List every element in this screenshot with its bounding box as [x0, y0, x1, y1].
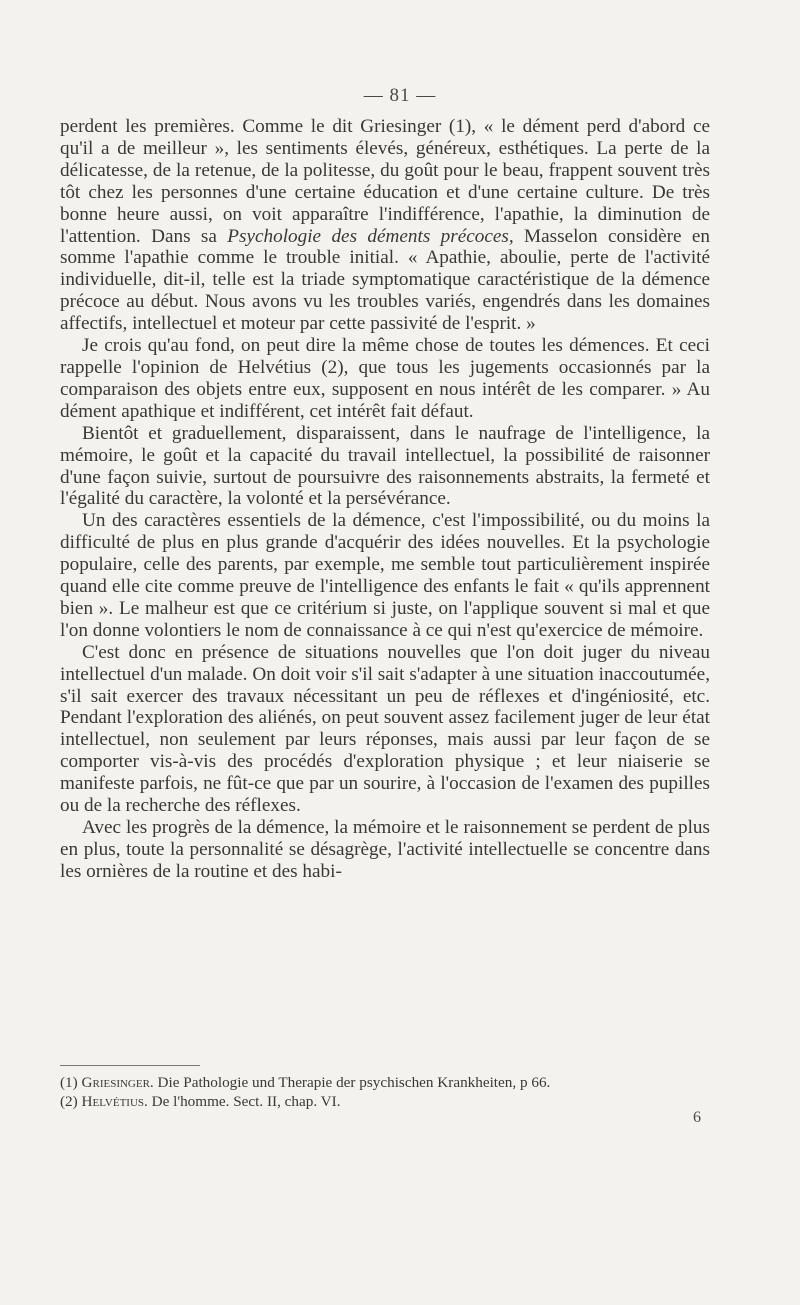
signature-mark: 6 — [693, 1109, 701, 1126]
footnote-marker: (1) — [60, 1074, 78, 1091]
paragraph: Avec les progrès de la démence, la mémoire et le raisonnement se perdent de plus en plus, toute la personnalité se désagrège, l'activité intellectuelle se concentre dans les ornières de la routine et des habi- — [60, 817, 710, 882]
paragraph: C'est donc en présence de situations nouvelles que l'on doit juger du niveau intellectuel d'un malade. On doit voir s'il sait s'adapter à une situation inaccoutumée, s'il sait exercer des travaux nécessitant un peu de réflexes et d'ingéniosité, etc. Pendant l'exploration des aliénés, on peut souvent assez facilement juger de leur état intellectuel, non seulement par leurs réponses, mais aussi par leur façon de se comporter vis-à-vis des procédés d'exploration physique ; et leur niaiserie se manifeste parfois, ne fût-ce que par un sourire, à l'occasion de l'examen des pupilles ou de la recherche des réflexes. — [60, 641, 710, 817]
footnote — [60, 1092, 710, 1111]
paragraph: Je crois qu'au fond, on peut dire la même chose de toutes les démences. Et ceci rappelle l'opinion de Helvétius (2), que tous les jugements occasionnés par la comparaison des objets entre eux, supposent en nous intérêt de les comparer. » Au dément apathique et indifférent, cet intérêt fait défaut. — [60, 335, 710, 422]
footnote-text: Die Pathologie und Therapie der psychischen Krankheiten, p 66. — [153, 1074, 551, 1091]
paragraph: Un des caractères essentiels de la démence, c'est l'impossibilité, ou du moins la difficulté de plus en plus grande d'acquérir des idées nouvelles. Et la psychologie populaire, celle des parents, par exemple, me semble tout particulièrement inspirée quand elle cite comme preuve de l'intelligence des enfants le fait « qu'ils apprennent bien ». Le malheur est que ce critérium si juste, on l'applique souvent si mal et que l'on donne volontiers le nom de connaissance à ce qui n'est qu'exercice de mémoire. — [60, 510, 710, 641]
footnote-text: De l'homme. Sect. II, chap. VI. — [147, 1093, 341, 1110]
footnote-author: Griesinger. — [81, 1074, 154, 1091]
book-title: Psychologie des déments précoces, — [227, 225, 514, 247]
footnote-divider — [60, 1065, 200, 1066]
paragraph: perdent les premières. Comme le dit Griesinger (1), « le dément perd d'abord ce qu'il a de meilleur », les sentiments élevés, généreux, esthétiques. La perte de la délicatesse, de la retenue, de la politesse, du goût pour le beau, frappent souvent très tôt chez les personnes d'une certaine éducation et d'une certaine culture. De très bonne heure aussi, on voit apparaître l'indifférence, l'apathie, la diminution de l'attention. Dans sa Psychologie des déments précoces, Masselon considère en somme l'apathie comme le trouble initial. « Apathie, aboulie, perte de l'activité individuelle, dit-il, telle est la triade symptomatique caractéristique de la démence précoce au début. Nous avons vu les troubles variés, engendrés dans les domaines affectifs, intellectuel et moteur par cette passivité de l'esprit. » — [60, 116, 710, 335]
body-text — [60, 116, 710, 883]
footnote-author: Helvétius. — [81, 1093, 148, 1110]
footnote — [60, 1073, 710, 1092]
paragraph: Bientôt et graduellement, disparaissent, dans le naufrage de l'intelligence, la mémoire, le goût et la capacité du travail intellectuel, la possibilité de raisonner d'une façon suivie, surtout de poursuivre des raisonnements abstraits, la fermeté et l'égalité du caractère, la volonté et la persévérance. — [60, 422, 710, 510]
page-number: — 81 — — [363, 85, 437, 106]
footnote-marker: (2) — [60, 1093, 78, 1110]
footnotes — [60, 1073, 710, 1111]
